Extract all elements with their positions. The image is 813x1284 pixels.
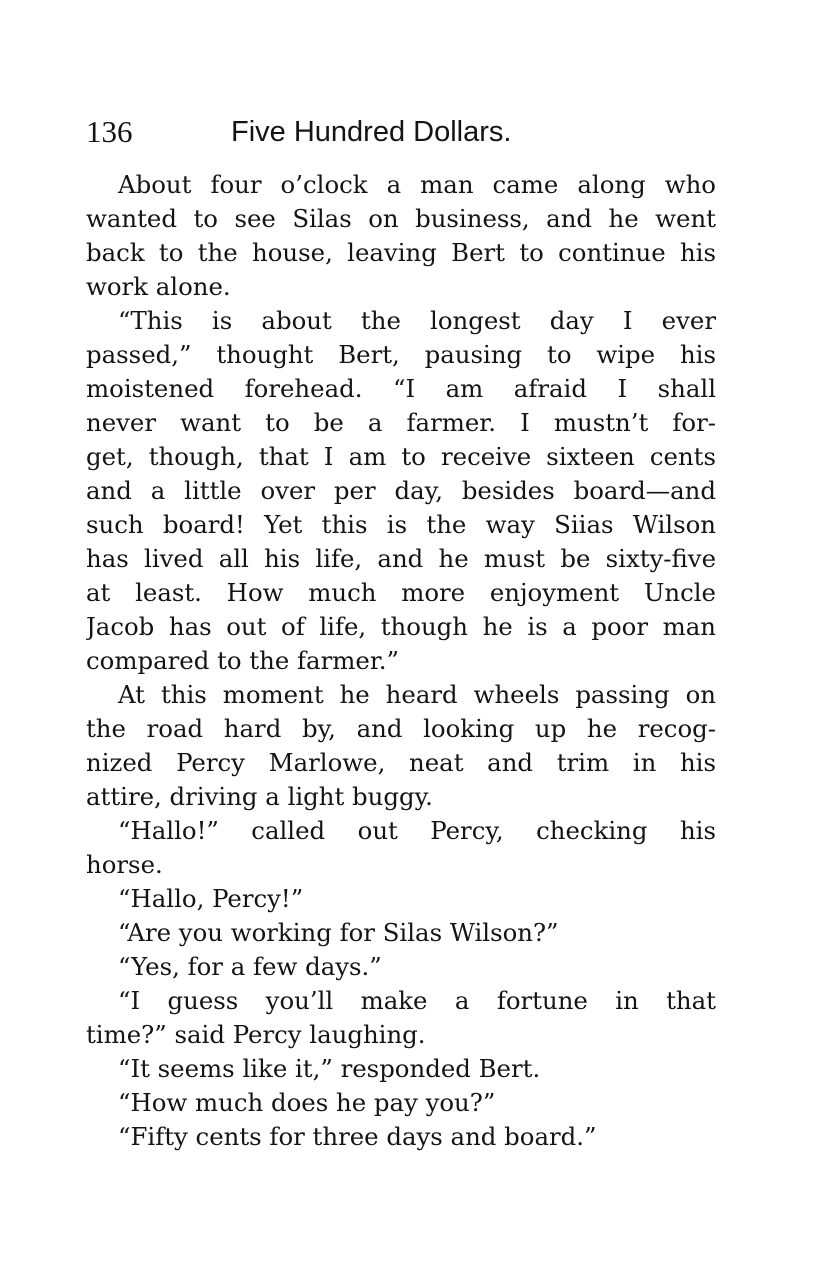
text-line: “Hallo!” called out Percy, checking his bbox=[118, 816, 716, 845]
text-line: has lived all his life, and he must be sixty-five bbox=[86, 544, 716, 573]
text-line: “This is about the longest day I ever bbox=[118, 306, 716, 335]
text-line: such board! Yet this is the way Siias Wilson bbox=[86, 510, 716, 539]
text-line: “I guess you’ll make a fortune in that bbox=[118, 986, 716, 1015]
text-line: nized Percy Marlowe, neat and trim in his bbox=[86, 748, 716, 777]
text-line: attire, driving a light buggy. bbox=[86, 782, 433, 811]
text-line: Jacob has out of life, though he is a poor man bbox=[86, 612, 716, 641]
text-line: “Are you working for Silas Wilson?” bbox=[118, 918, 559, 947]
text-line: work alone. bbox=[86, 272, 231, 301]
text-line: at least. How much more enjoyment Uncle bbox=[86, 578, 716, 607]
text-line: compared to the farmer.” bbox=[86, 646, 400, 675]
text-line: “Yes, for a few days.” bbox=[118, 952, 382, 981]
text-line: back to the house, leaving Bert to continue his bbox=[86, 238, 716, 267]
text-line: “It seems like it,” responded Bert. bbox=[118, 1054, 541, 1083]
text-line: At this moment he heard wheels passing on bbox=[118, 680, 716, 709]
text-line: About four o’clock a man came along who bbox=[118, 170, 716, 199]
page-number: 136 bbox=[86, 114, 133, 149]
running-title: Five Hundred Dollars. bbox=[231, 116, 512, 148]
text-line: moistened forehead. “I am afraid I shall bbox=[86, 374, 716, 403]
text-line: “Fifty cents for three days and board.” bbox=[118, 1122, 597, 1151]
text-line: never want to be a farmer. I mustn’t for- bbox=[86, 408, 716, 437]
text-line: “Hallo, Percy!” bbox=[118, 884, 304, 913]
text-line: horse. bbox=[86, 850, 163, 879]
text-line: get, though, that I am to receive sixteen cents bbox=[86, 442, 716, 471]
page-header bbox=[86, 110, 726, 154]
text-line: wanted to see Silas on business, and he went bbox=[86, 204, 716, 233]
body-text bbox=[86, 168, 716, 1154]
text-line: “How much does he pay you?” bbox=[118, 1088, 496, 1117]
text-line: and a little over per day, besides board—and bbox=[86, 476, 716, 505]
text-line: time?” said Percy laughing. bbox=[86, 1020, 426, 1049]
text-line: passed,” thought Bert, pausing to wipe his bbox=[86, 340, 716, 369]
text-line: the road hard by, and looking up he recog- bbox=[86, 714, 716, 743]
